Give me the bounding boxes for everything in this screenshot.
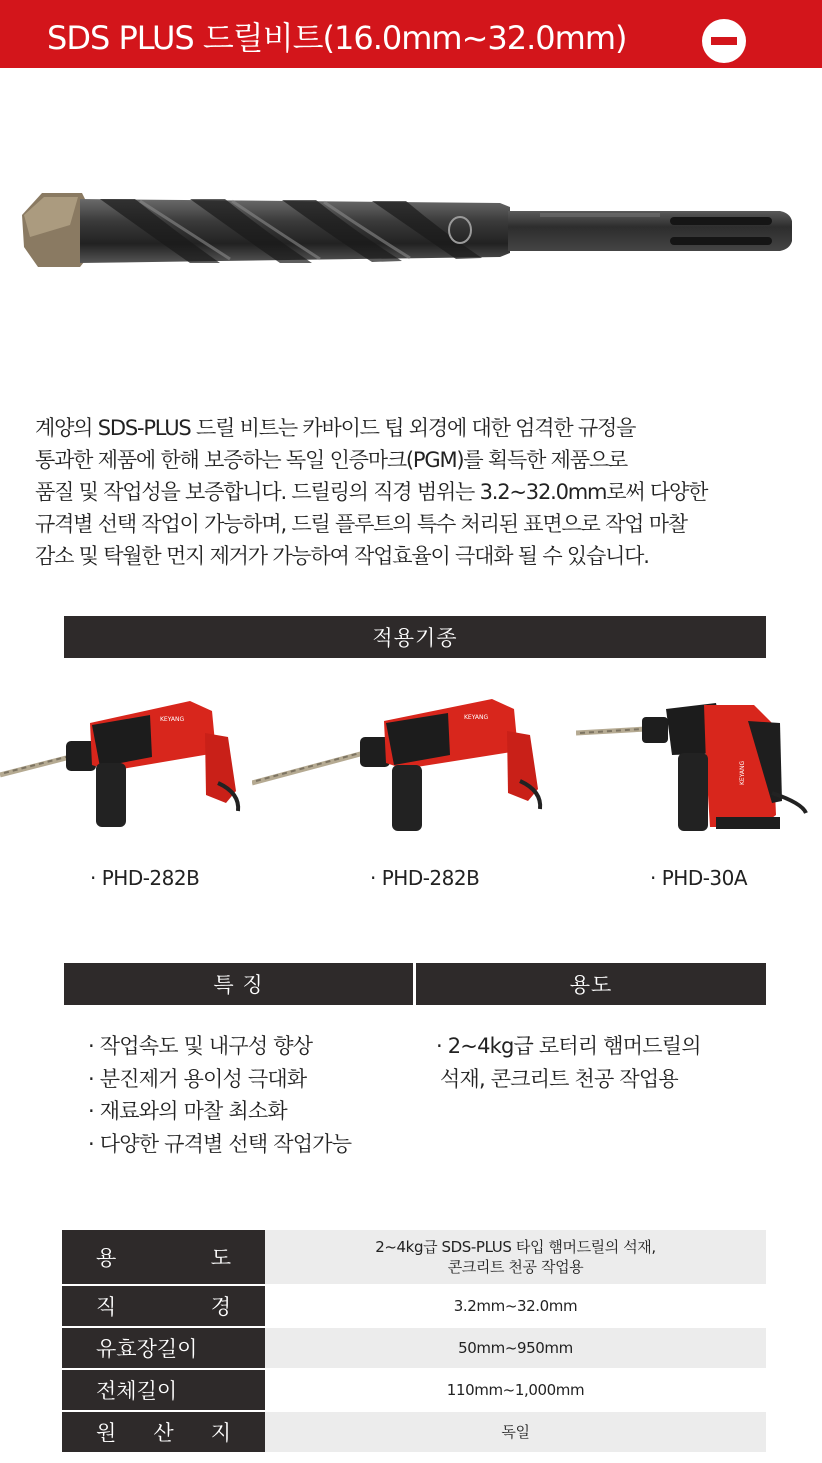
features-list: [88, 1030, 351, 1160]
machine-brand-text: KEYANG: [464, 714, 489, 721]
machine-brand-text: KEYANG: [739, 760, 746, 785]
usage-line: · 2~4kg급 로터리 햄머드릴의: [436, 1034, 701, 1058]
list-item: · 다양한 규격별 선택 작업가능: [88, 1131, 352, 1156]
spec-value: [265, 1230, 766, 1284]
machine-model-2: · PHD-282B: [370, 866, 480, 890]
spec-value-line: 콘크리트 천공 작업용: [447, 1258, 584, 1276]
list-item: · 분진제거 용이성 극대화: [88, 1066, 307, 1091]
machine-model-3: · PHD-30A: [650, 866, 748, 890]
table-row: [62, 1328, 766, 1368]
spec-label: 유효장길이: [62, 1328, 265, 1368]
spec-value-line: 2~4kg급 SDS-PLUS 타입 햄머드릴의 석재,: [375, 1238, 656, 1256]
description-line: 품질 및 작업성을 보증합니다. 드릴링의 직경 범위는 3.2~32.0mm로써 다양한: [35, 480, 708, 504]
features-heading: 특 징: [64, 963, 413, 1005]
compatible-heading: 적용기종: [64, 616, 766, 658]
spec-label: 용 도: [62, 1230, 265, 1284]
spec-label: 원 산 지: [62, 1412, 265, 1452]
table-row: [62, 1286, 766, 1326]
spec-value: 110mm~1,000mm: [265, 1370, 766, 1410]
hammer-drill-image-2: [252, 693, 552, 843]
spec-value: 독일: [265, 1412, 766, 1452]
machine-model-1: · PHD-282B: [90, 866, 200, 890]
drill-bit-image: [20, 185, 800, 275]
description-line: 규격별 선택 작업이 가능하며, 드릴 플루트의 특수 처리된 표면으로 작업 마찰: [35, 512, 687, 536]
table-row: [62, 1412, 766, 1452]
table-row: [62, 1230, 766, 1284]
spec-label: 전체길이: [62, 1370, 265, 1410]
title-bar: [0, 0, 822, 68]
usage-heading: 용도: [416, 963, 766, 1005]
usage-text: [436, 1030, 701, 1095]
machine-brand-text: KEYANG: [160, 716, 185, 723]
list-item: · 재료와의 마찰 최소화: [88, 1099, 287, 1123]
usage-line: 석재, 콘크리트 천공 작업용: [440, 1066, 678, 1091]
spec-label: 직 경: [62, 1286, 265, 1326]
hammer-drill-image-1: [0, 693, 245, 843]
list-item: · 작업속도 및 내구성 향상: [88, 1034, 313, 1058]
page-title: SDS PLUS 드릴비트(16.0mm~32.0mm): [47, 19, 627, 57]
hammer-drill-image-3: [576, 693, 812, 843]
description-line: 통과한 제품에 한해 보증하는 독일 인증마크(PGM)를 획득한 제품으로: [35, 448, 628, 472]
description-line: 계양의 SDS-PLUS 드릴 비트는 카바이드 팁 외경에 대한 엄격한 규정을: [35, 416, 636, 440]
table-row: [62, 1370, 766, 1410]
minus-circle-icon: [702, 19, 746, 63]
description-line: 감소 및 탁월한 먼지 제거가 가능하여 작업효율이 극대화 될 수 있습니다.: [35, 544, 649, 568]
spec-value: 3.2mm~32.0mm: [265, 1286, 766, 1326]
spec-value: 50mm~950mm: [265, 1328, 766, 1368]
product-description: [35, 412, 795, 572]
